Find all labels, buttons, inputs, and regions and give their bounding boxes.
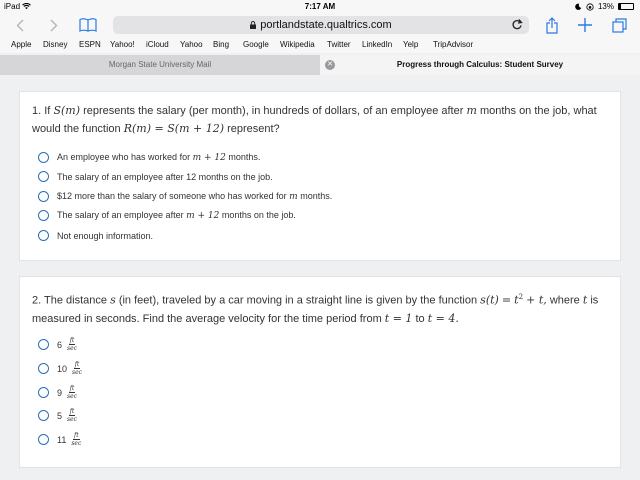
q1-option-3[interactable]: $12 more than the salary of someone who has worked for m months.: [38, 191, 332, 202]
q2-option-4[interactable]: 5 $\frac{ft}{\sec}$: [38, 408, 77, 423]
radio-button[interactable]: [38, 410, 49, 421]
q2-option-1[interactable]: 6 $\frac{ft}{\sec}$: [38, 337, 77, 352]
q2-option-3[interactable]: 9 $\frac{ft}{\sec}$: [38, 385, 77, 400]
bookmark-icloud[interactable]: iCloud: [146, 40, 169, 49]
forward-icon[interactable]: [48, 16, 60, 34]
bookmark-linkedin[interactable]: LinkedIn: [362, 40, 393, 49]
status-right: [575, 2, 634, 11]
close-tab-icon[interactable]: ✕: [325, 60, 335, 70]
bookmark-bing[interactable]: Bing: [213, 40, 230, 49]
back-icon[interactable]: [14, 16, 26, 34]
q1-option-2[interactable]: The salary of an employee after 12 months on the job.: [38, 171, 273, 182]
browser-toolbar: [0, 14, 640, 36]
question-2-card: [19, 276, 621, 468]
status-bar: [0, 0, 640, 14]
moon-icon: [575, 3, 582, 10]
orientation-lock-icon: [586, 3, 594, 11]
battery-icon: [618, 3, 634, 10]
unit-fraction: $\frac{ft}{\sec}$: [67, 337, 78, 352]
radio-button[interactable]: [38, 387, 49, 398]
url-text: portlandstate.qualtrics.com: [260, 19, 392, 31]
status-time: 7:17 AM: [304, 2, 336, 11]
bookmark-espn[interactable]: ESPN: [79, 40, 101, 49]
bookmark-twitter[interactable]: Twitter: [327, 40, 351, 49]
radio-button[interactable]: [38, 339, 49, 350]
new-tab-icon[interactable]: [577, 16, 593, 34]
q2-option-5[interactable]: 11 $\frac{ft}{\sec}$: [38, 432, 81, 447]
q1-option-1[interactable]: An employee who has worked for m + 12 months.: [38, 152, 260, 163]
tab-morgan-mail[interactable]: Morgan State University Mail: [0, 55, 320, 75]
tab-bar: [0, 55, 640, 75]
bookmark-tripadvisor[interactable]: TripAdvisor: [433, 40, 474, 49]
battery-text: 13%: [597, 2, 614, 11]
bookmark-yelp[interactable]: Yelp: [403, 40, 419, 49]
radio-button[interactable]: [38, 434, 49, 445]
device-label: iPad: [4, 2, 31, 11]
radio-button[interactable]: [38, 152, 49, 163]
lock-icon: [250, 21, 256, 29]
unit-fraction: $\frac{ft}{\sec}$: [71, 432, 82, 447]
bookmark-yahoo-exclaim[interactable]: Yahoo!: [110, 40, 135, 49]
bookmark-yahoo[interactable]: Yahoo: [180, 40, 203, 49]
question-1-card: [19, 91, 621, 261]
bookmarks-bar: [0, 36, 640, 53]
tabs-icon[interactable]: [611, 16, 627, 34]
reload-icon[interactable]: [511, 18, 523, 30]
share-icon[interactable]: [545, 16, 559, 34]
radio-button[interactable]: [38, 210, 49, 221]
bookmark-apple[interactable]: Apple: [11, 40, 32, 49]
radio-button[interactable]: [38, 363, 49, 374]
q1-option-5[interactable]: Not enough information.: [38, 230, 153, 241]
url-bar[interactable]: [113, 16, 529, 34]
radio-button[interactable]: [38, 230, 49, 241]
bookmarks-icon[interactable]: [78, 16, 98, 34]
question-1-text: 1. If S(m) represents the salary (per month), in hundreds of dollars, of an employee after m months on the job, what would the function R(m) = S(m + 12) represent?: [32, 104, 597, 135]
question-2-text: 2. The distance s (in feet), traveled by a car moving in a straight line is given by the function $s(t) = t^2 + t$, where t is measured in seconds. Find the average velocity for the time period from t = 1 to t = 4.: [32, 293, 599, 325]
radio-button[interactable]: [38, 171, 49, 182]
tab-student-survey[interactable]: Progress through Calculus: Student Survey: [320, 55, 640, 75]
unit-fraction: $\frac{ft}{\sec}$: [67, 408, 78, 423]
q1-option-4[interactable]: The salary of an employee after m + 12 months on the job.: [38, 210, 296, 221]
bookmark-disney[interactable]: Disney: [43, 40, 68, 49]
bookmark-google[interactable]: Google: [243, 40, 269, 49]
unit-fraction: $\frac{ft}{\sec}$: [67, 385, 78, 400]
bookmark-wikipedia[interactable]: Wikipedia: [280, 40, 315, 49]
q2-option-2[interactable]: 10 $\frac{ft}{\sec}$: [38, 361, 82, 376]
radio-button[interactable]: [38, 191, 49, 202]
unit-fraction: $\frac{ft}{\sec}$: [72, 361, 83, 376]
